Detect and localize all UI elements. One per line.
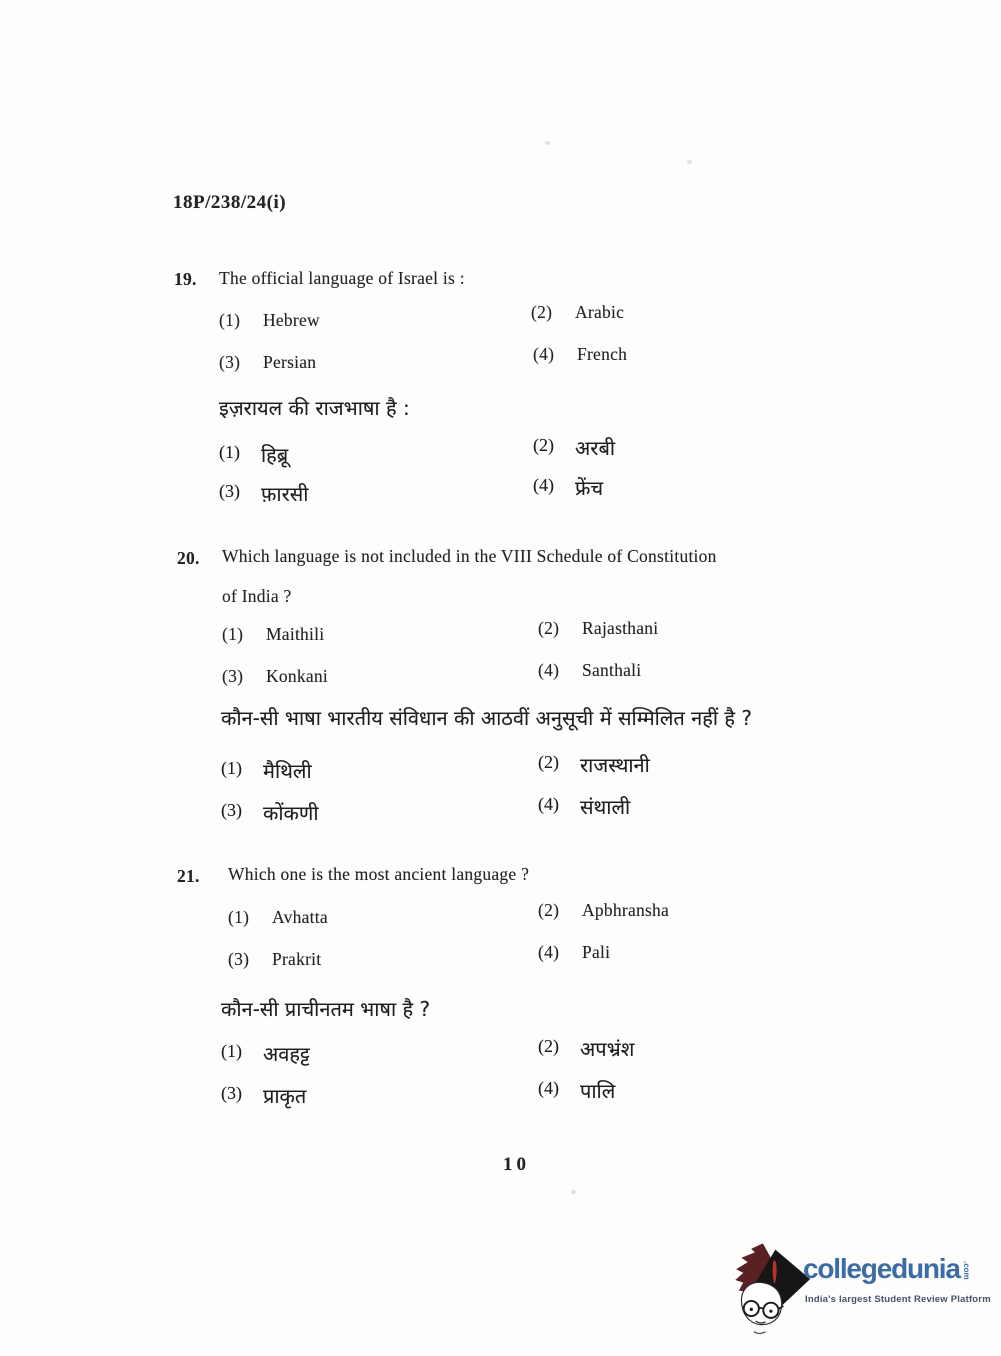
option-label: Arabic	[575, 302, 625, 322]
option-label: पालि	[580, 1079, 616, 1103]
option-label: Pali	[582, 942, 611, 962]
scan-speck	[571, 1190, 576, 1194]
option-label: Konkani	[266, 666, 329, 686]
graduate-mascot-icon	[729, 1237, 811, 1339]
question-19-number: 19.	[174, 269, 197, 289]
option-label: अपभ्रंश	[580, 1037, 635, 1061]
option-label: प्राकृत	[263, 1084, 307, 1108]
option-number: (4)	[533, 344, 555, 364]
option-label: अवहट्ट	[263, 1042, 310, 1066]
option-label: Rajasthani	[582, 618, 659, 638]
option-number: (2)	[533, 435, 554, 455]
option-number: (1)	[219, 442, 240, 462]
q21-option-3-en	[228, 949, 321, 970]
question-20-number: 20.	[177, 548, 200, 568]
option-number: (2)	[538, 618, 560, 638]
option-label: Hebrew	[263, 310, 320, 330]
question-21-number: 21.	[177, 866, 200, 886]
option-label: Apbhransha	[582, 900, 670, 920]
question-20-text-hi: कौन-सी भाषा भारतीय संविधान की आठवीं अनुसूची में सम्मिलित नहीं है ?	[221, 706, 753, 730]
question-19-text-hi: इज़रायल की राजभाषा है :	[219, 396, 410, 420]
q20-option-3-en	[222, 666, 328, 687]
option-label: मैथिली	[263, 759, 312, 783]
option-number: (4)	[538, 794, 559, 814]
q20-option-1-en	[222, 624, 324, 645]
question-21-text-en: Which one is the most ancient language ?	[228, 864, 530, 884]
exam-code: 18P/238/24(i)	[173, 192, 287, 213]
scan-speck	[687, 160, 692, 164]
option-label: French	[577, 344, 628, 364]
option-number: (2)	[538, 900, 560, 920]
brand-tagline: India's largest Student Review Platform	[805, 1294, 991, 1305]
option-label: फ्रेंच	[575, 476, 604, 500]
q19-option-1-hi	[219, 441, 288, 468]
option-number: (1)	[228, 907, 250, 927]
option-label: संथाली	[580, 795, 631, 819]
q19-option-2-en	[531, 302, 624, 323]
option-number: (1)	[219, 310, 241, 330]
option-label: Maithili	[266, 624, 325, 644]
option-number: (4)	[538, 660, 560, 680]
option-number: (3)	[228, 949, 250, 969]
option-number: (2)	[531, 302, 553, 322]
option-label: हिब्रू	[261, 443, 289, 467]
page-number: 10	[503, 1154, 530, 1175]
option-number: (2)	[538, 1036, 559, 1056]
option-label: कोंकणी	[263, 801, 319, 825]
option-number: (3)	[221, 800, 242, 820]
option-label: फ़ारसी	[261, 482, 309, 506]
q20-option-2-hi	[538, 751, 650, 778]
q21-option-3-hi	[221, 1082, 306, 1109]
option-number: (2)	[538, 752, 559, 772]
brand-wordmark: collegedunia	[803, 1253, 960, 1284]
q21-option-4-hi	[538, 1077, 615, 1104]
q20-option-2-en	[538, 618, 658, 639]
option-number: (3)	[219, 481, 240, 501]
option-label: राजस्थानी	[580, 753, 650, 777]
option-number: (4)	[538, 942, 560, 962]
q19-option-4-en	[533, 344, 627, 365]
question-19-text-en: The official language of Israel is :	[219, 268, 465, 288]
question-20-text-en-line1: Which language is not included in the VIII Schedule of Constitution	[222, 546, 717, 566]
q20-option-3-hi	[221, 799, 319, 826]
q20-option-4-en	[538, 660, 641, 681]
q19-option-1-en	[219, 310, 320, 331]
q19-option-3-en	[219, 352, 316, 373]
option-label: Persian	[263, 352, 317, 372]
q21-option-1-hi	[221, 1040, 310, 1067]
scan-speck	[545, 141, 550, 145]
q21-option-2-hi	[538, 1035, 634, 1062]
collegedunia-logo	[725, 1235, 995, 1345]
q21-option-1-en	[228, 907, 328, 928]
option-label: Santhali	[582, 660, 642, 680]
option-number: (3)	[221, 1083, 242, 1103]
option-label: Prakrit	[272, 949, 322, 969]
q20-option-1-hi	[221, 757, 312, 784]
option-number: (3)	[222, 666, 244, 686]
q19-option-2-hi	[533, 434, 615, 461]
option-label: अरबी	[575, 436, 616, 460]
q19-option-4-hi	[533, 474, 603, 501]
q20-option-4-hi	[538, 793, 630, 820]
option-number: (4)	[538, 1078, 559, 1098]
question-21-text-hi: कौन-सी प्राचीनतम भाषा है ?	[221, 997, 431, 1021]
option-number: (4)	[533, 475, 554, 495]
q21-option-2-en	[538, 900, 669, 921]
option-label: Avhatta	[272, 907, 328, 927]
question-20-text-en-line2: of India ?	[222, 586, 292, 606]
q19-option-3-hi	[219, 480, 308, 507]
q21-option-4-en	[538, 942, 610, 963]
option-number: (1)	[222, 624, 244, 644]
brand-suffix: .com	[962, 1261, 971, 1280]
option-number: (3)	[219, 352, 241, 372]
option-number: (1)	[221, 758, 242, 778]
option-number: (1)	[221, 1041, 242, 1061]
